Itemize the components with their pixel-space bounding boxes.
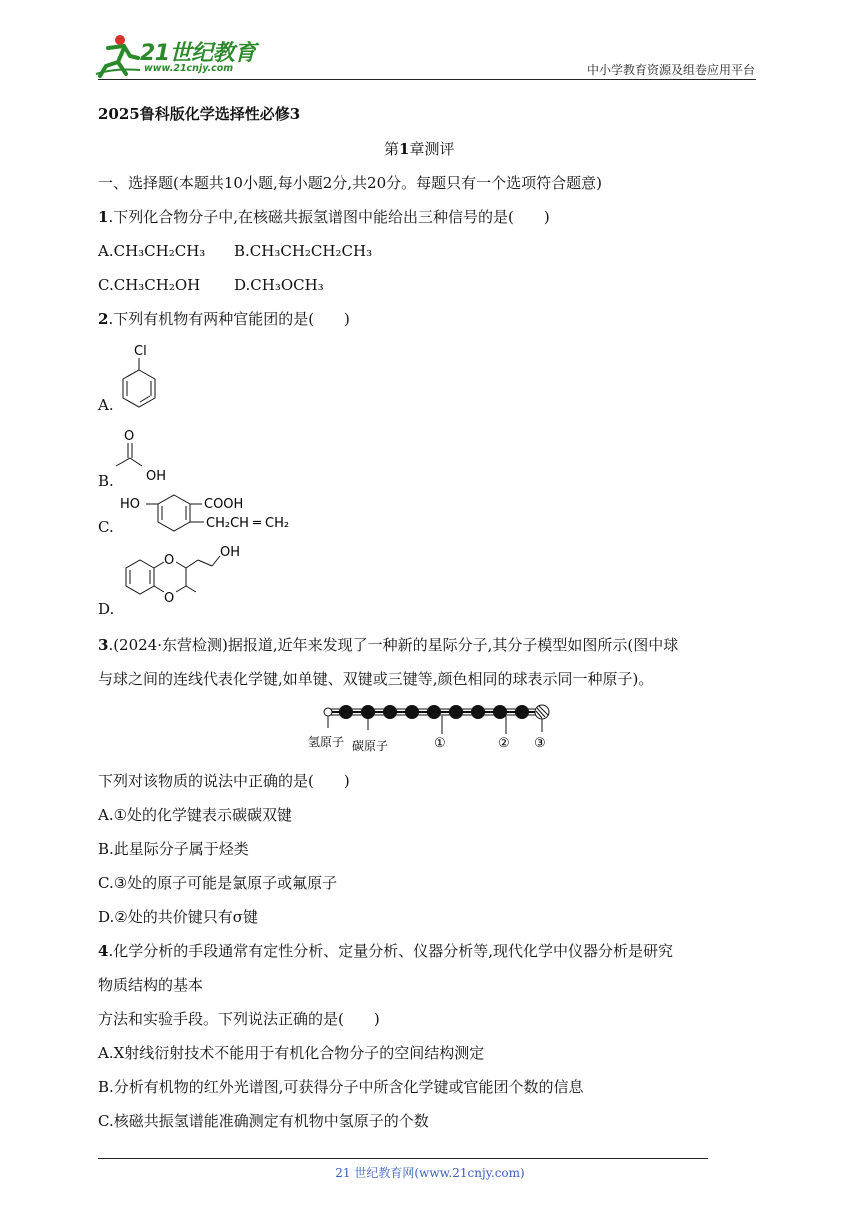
footer-divider	[98, 1158, 708, 1159]
q1-option-d: D.CH₃OCH₃	[234, 276, 324, 294]
header-divider	[98, 79, 756, 80]
position-1-label: ①	[434, 736, 446, 751]
allyl-chain-label: CH₂CH ═ CH₂	[206, 516, 290, 531]
chlorobenzene-structure	[112, 340, 172, 415]
q1-option-b: B.CH₃CH₂CH₂CH₃	[234, 242, 373, 260]
platform-label: 中小学教育资源及组卷应用平台	[586, 63, 755, 77]
question-4-stem-line2: 物质结构的基本	[98, 976, 204, 994]
question-4-stem-line3: 方法和实验手段。下列说法正确的是( )	[98, 1010, 380, 1028]
hydroxyl-label: OH	[146, 469, 167, 484]
interstellar-molecule-model	[308, 700, 568, 756]
logo-url: www.21cnjy.com	[144, 63, 234, 74]
document-title: 2025鲁科版化学选择性必修3	[98, 105, 301, 123]
hydrogen-atom-label: 氢原子	[308, 735, 345, 749]
carboxylic-acid-structure	[114, 426, 184, 486]
q3-prompt: 下列对该物质的说法中正确的是( )	[98, 772, 350, 790]
ether-oxygen-bottom: O	[164, 591, 175, 606]
question-4-stem-line1: 4.化学分析的手段通常有定性分析、定量分析、仪器分析等,现代化学中仪器分析是研究	[98, 942, 673, 960]
position-3-label: ③	[534, 736, 546, 751]
question-2-stem: 2.下列有机物有两种官能团的是( )	[98, 310, 350, 328]
carbon-atom	[383, 705, 397, 719]
chapter-title: 第1章测评	[384, 140, 455, 158]
q3-option-a: A.①处的化学键表示碳碳双键	[98, 806, 293, 824]
carbon-atom	[471, 705, 485, 719]
logo-title: 21世纪教育	[140, 41, 256, 66]
hydroxy-label: HO	[120, 497, 141, 512]
q3-option-c: C.③处的原子可能是氯原子或氟原子	[98, 874, 338, 892]
ether-oxygen-top: O	[164, 553, 175, 568]
footer-link[interactable]: 21 世纪教育网(www.21cnjy.com)	[335, 1166, 525, 1180]
q3-option-b: B.此星际分子属于烃类	[98, 840, 249, 858]
question-1-stem: 1.下列化合物分子中,在核磁共振氢谱图中能给出三种信号的是( )	[98, 208, 550, 226]
terminal-hydroxyl: OH	[220, 545, 241, 560]
benzodioxane-structure	[118, 542, 258, 618]
chlorine-label: Cl	[134, 344, 147, 359]
carbon-atom	[493, 705, 507, 719]
q3-option-d: D.②处的共价键只有σ键	[98, 908, 258, 926]
runner-icon	[94, 34, 142, 78]
substituted-benzoic-acid-structure	[118, 490, 338, 540]
carboxyl-label: COOH	[204, 497, 244, 512]
carbon-atom	[427, 705, 441, 719]
q2-option-b-label: B.	[98, 472, 114, 490]
brand-logo	[94, 34, 264, 80]
hydrogen-atom	[324, 708, 332, 716]
carbon-atom	[449, 705, 463, 719]
q4-option-c: C.核磁共振氢谱能准确测定有机物中氢原子的个数	[98, 1112, 429, 1130]
oxygen-label: O	[124, 429, 135, 444]
position-2-label: ②	[498, 736, 510, 751]
carbon-atom	[361, 705, 375, 719]
q2-option-a-label: A.	[98, 396, 114, 414]
question-3-stem-line2: 与球之间的连线代表化学键,如单键、双键或三键等,颜色相同的球表示同一种原子)。	[98, 670, 654, 688]
carbon-atom	[405, 705, 419, 719]
carbon-atom	[339, 705, 353, 719]
q4-option-a: A.X射线衍射技术不能用于有机化合物分子的空间结构测定	[98, 1044, 485, 1062]
carbon-atom	[515, 705, 529, 719]
q2-option-c-label: C.	[98, 518, 114, 536]
q1-option-c: C.CH₃CH₂OH	[98, 276, 201, 294]
q4-option-b: B.分析有机物的红外光谱图,可获得分子中所含化学键或官能团个数的信息	[98, 1078, 584, 1096]
section-heading: 一、选择题(本题共10小题,每小题2分,共20分。每题只有一个选项符合题意)	[98, 174, 602, 192]
carbon-atom-label: 碳原子	[352, 739, 389, 753]
question-3-stem-line1: 3.(2024·东营检测)据报道,近年来发现了一种新的星际分子,其分子模型如图所示(图中球	[98, 636, 679, 654]
q1-option-a: A.CH₃CH₂CH₃	[98, 242, 206, 260]
q2-option-d-label: D.	[98, 600, 115, 618]
